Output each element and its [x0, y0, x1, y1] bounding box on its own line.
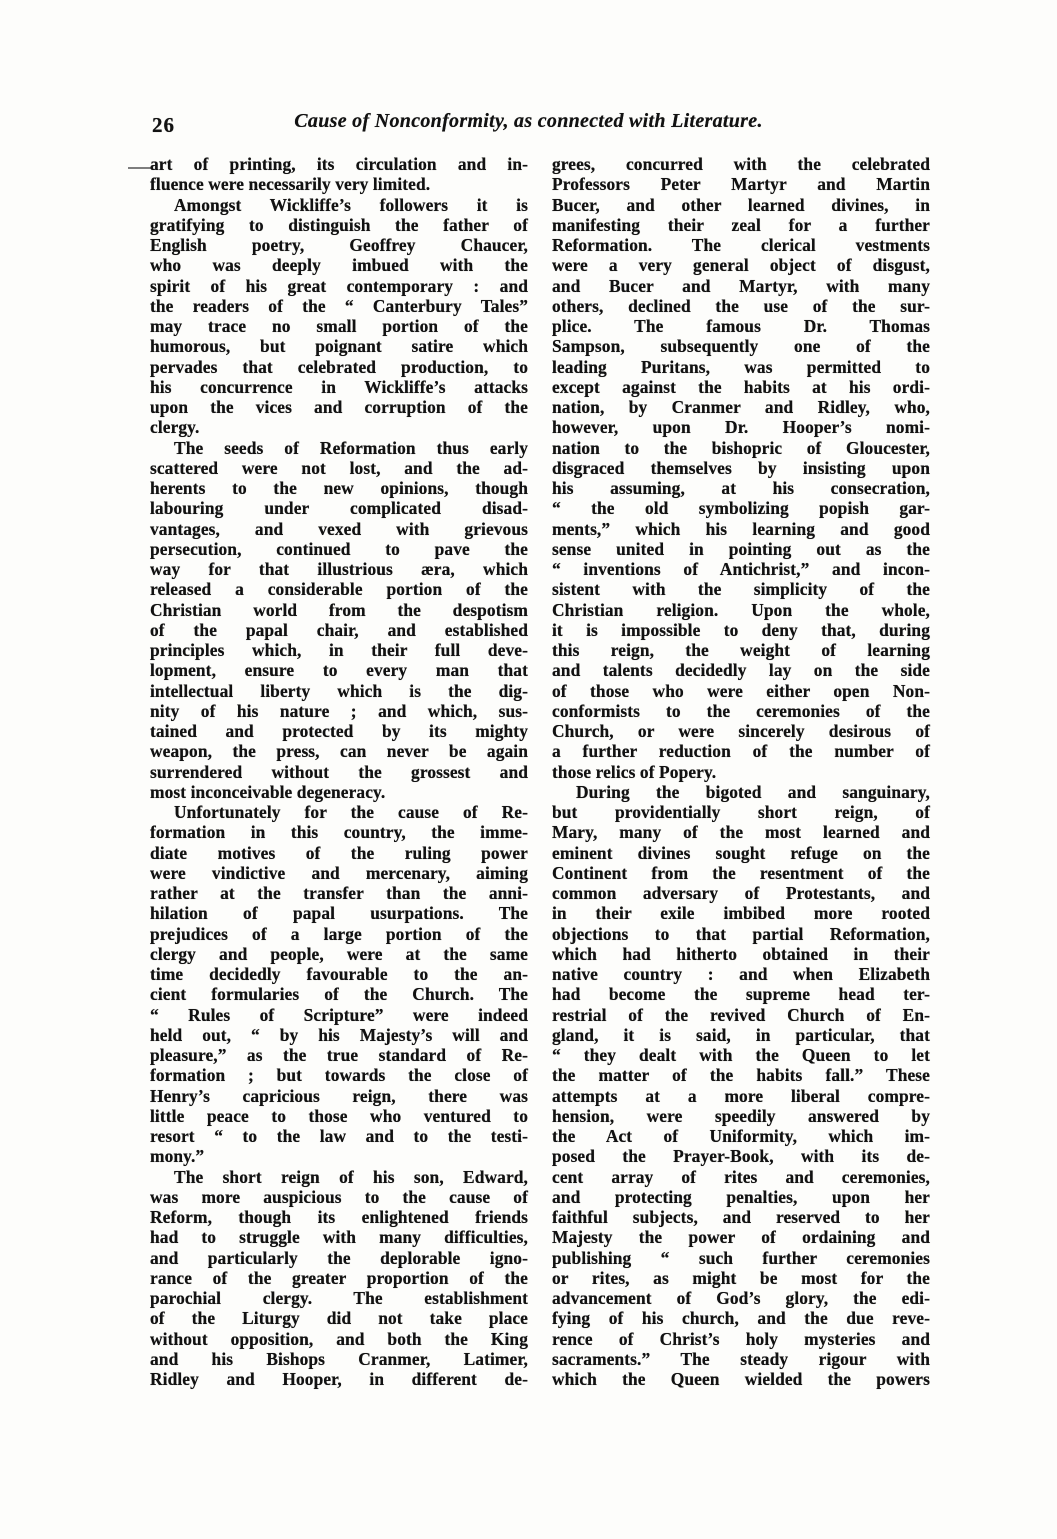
text-line: nation to the bishopric of Gloucester,: [552, 437, 930, 458]
text-columns: [150, 154, 930, 1389]
text-line: lopment, ensure to every man that: [150, 660, 528, 681]
text-line: and particularly the deplorable igno-: [150, 1247, 528, 1268]
text-line: except against the habits at his ordi-: [552, 376, 930, 397]
text-line: hilation of papal usurpations. The: [150, 903, 528, 924]
text-line: attempts at a more liberal compre-: [552, 1085, 930, 1106]
text-line: Reformation. The clerical vestments: [552, 235, 930, 255]
text-line: Continent from the resentment of the: [552, 862, 930, 883]
text-line: it is impossible to deny that, during: [552, 619, 930, 640]
text-line: weapon, the press, can never be again: [150, 741, 528, 762]
text-line: “ Rules of Scripture” were indeed: [150, 1004, 528, 1025]
text-line: Professors Peter Martyr and Martin: [552, 174, 930, 195]
text-line: formation in this country, the imme-: [150, 822, 528, 843]
text-line: was more auspicious to the cause of: [150, 1186, 528, 1207]
text-line: The short reign of his son, Edward,: [174, 1166, 528, 1187]
text-line: pleasure,” as the true standard of Re-: [150, 1045, 528, 1065]
text-line: Christian religion. Upon the whole,: [552, 599, 930, 620]
text-line: publishing “ such further ceremonies: [552, 1247, 930, 1268]
text-line: common adversary of Protestants, and: [552, 883, 930, 903]
text-line: formation ; but towards the close of: [150, 1065, 528, 1086]
text-line: cent array of rites and ceremonies,: [552, 1166, 930, 1187]
text-line: this reign, the weight of learning: [552, 640, 930, 660]
text-line: rance of the greater proportion of the: [150, 1267, 528, 1288]
text-line: his concurrence in Wickliffe’s attacks: [150, 376, 528, 397]
text-line: however, upon Dr. Hooper’s nomi-: [552, 417, 930, 438]
text-line: vantages, and vexed with grievous: [150, 518, 528, 539]
text-line: little peace to those who ventured to: [150, 1105, 528, 1126]
text-line: may trace no small portion of the: [150, 316, 528, 336]
text-line: Ridley and Hooper, in different de-: [150, 1369, 528, 1389]
text-line: conformists to the ceremonies of the: [552, 700, 930, 721]
text-line: Church, or were sincerely desirous of: [552, 721, 930, 741]
text-line: and his Bishops Cranmer, Latimer,: [150, 1348, 528, 1369]
text-line: those relics of Popery.: [552, 761, 717, 782]
text-line: nity of his nature ; and which, sus-: [150, 700, 528, 721]
right-column: [552, 154, 930, 1389]
text-line: rence of Christ’s holy mysteries and: [552, 1328, 930, 1349]
text-line: were a very general object of disgust,: [552, 255, 930, 276]
text-line: objections to that partial Reformation,: [552, 923, 930, 944]
text-line: plice. The famous Dr. Thomas: [552, 316, 930, 336]
text-line: way for that illustrious æra, which: [150, 559, 528, 579]
text-line: posed the Prayer-Book, with its de-: [552, 1146, 930, 1167]
text-line: surrendered without the grossest and: [150, 761, 528, 782]
text-line: Amongst Wickliffe’s followers it is: [174, 194, 528, 215]
text-line: native country : and when Elizabeth: [552, 964, 930, 984]
text-line: others, declined the use of the sur-: [552, 295, 930, 316]
text-line: leading Puritans, was permitted to: [552, 356, 930, 377]
text-line: and Bucer and Martyr, with many: [552, 275, 930, 296]
text-line: Reform, though its enlightened friends: [150, 1207, 528, 1227]
text-line: “ inventions of Antichrist,” and incon-: [552, 559, 930, 579]
text-line: who was deeply imbued with the: [150, 255, 528, 276]
text-line: sacraments.” The steady rigour with: [552, 1348, 930, 1369]
text-line: tained and protected by its mighty: [150, 721, 528, 741]
text-line: had to struggle with many difficulties,: [150, 1227, 528, 1248]
text-line: the matter of the habits fall.” These: [552, 1065, 930, 1086]
text-line: “ the old symbolizing popish gar-: [552, 498, 930, 519]
text-line: parochial clergy. The establishment: [150, 1288, 528, 1308]
text-line: Mary, many of the most learned and: [552, 822, 930, 843]
text-line: The seeds of Reformation thus early: [174, 437, 528, 458]
text-line: of the Liturgy did not take place: [150, 1308, 528, 1329]
text-line: “ they dealt with the Queen to let: [552, 1045, 930, 1065]
left-column: [150, 154, 528, 1389]
text-line: without opposition, and both the King: [150, 1328, 528, 1349]
text-line: restrial of the revived Church of En-: [552, 1004, 930, 1025]
text-line: scattered were not lost, and the ad-: [150, 457, 528, 478]
text-line: nation, by Cranmer and Ridley, who,: [552, 397, 930, 417]
text-line: gland, it is said, in particular, that: [552, 1024, 930, 1045]
text-line: were vindictive and mercenary, aiming: [150, 862, 528, 883]
text-line: prejudices of a large portion of the: [150, 923, 528, 944]
text-line: of the papal chair, and established: [150, 619, 528, 640]
text-line: advancement of God’s glory, the edi-: [552, 1288, 930, 1308]
text-line: Bucer, and other learned divines, in: [552, 194, 930, 215]
text-line: of those who were either open Non-: [552, 680, 930, 701]
text-line: principles which, in their full deve-: [150, 640, 528, 660]
text-line: ments,” which his learning and good: [552, 518, 930, 539]
text-line: faithful subjects, and reserved to her: [552, 1207, 930, 1227]
text-line: spirit of his great contemporary : and: [150, 275, 528, 296]
text-line: persecution, continued to pave the: [150, 538, 528, 559]
text-line: and talents decidedly lay on the side: [552, 660, 930, 681]
page-header: [0, 110, 1057, 142]
text-line: pervades that celebrated production, to: [150, 356, 528, 377]
text-line: gratifying to distinguish the father of: [150, 214, 528, 235]
text-line: held out, “ by his Majesty’s will and: [150, 1024, 528, 1045]
page-number: 26: [152, 113, 175, 137]
text-line: herents to the new opinions, though: [150, 478, 528, 498]
text-line: most inconceivable degeneracy.: [150, 781, 386, 802]
text-line: a further reduction of the number of: [552, 741, 930, 762]
text-line: in their exile imbibed more rooted: [552, 903, 930, 924]
text-line: which the Queen wielded the powers: [552, 1369, 930, 1389]
text-line: fluence were necessarily very limited.: [150, 174, 431, 195]
text-line: his assuming, at his consecration,: [552, 478, 930, 498]
text-line: humorous, but poignant satire which: [150, 336, 528, 357]
text-line: resort “ to the law and to the testi-: [150, 1126, 528, 1146]
text-line: labouring under complicated disad-: [150, 498, 528, 519]
scan-artifact-mark: [128, 167, 152, 169]
text-line: Majesty the power of ordaining and: [552, 1227, 930, 1248]
text-line: fying of his church, and the due reve-: [552, 1308, 930, 1329]
page-title: Cause of Nonconformity, as connected with Literature.: [294, 110, 763, 132]
text-line: art of printing, its circulation and in-: [150, 154, 528, 174]
text-line: rather at the transfer than the anni-: [150, 883, 528, 903]
text-line: time decidedly favourable to the an-: [150, 964, 528, 984]
text-line: which had hitherto obtained in their: [552, 943, 930, 964]
text-line: eminent divines sought refuge on the: [552, 842, 930, 863]
text-line: manifesting their zeal for a further: [552, 214, 930, 235]
text-line: diate motives of the ruling power: [150, 842, 528, 863]
text-line: sense united in pointing out as the: [552, 538, 930, 559]
text-line: English poetry, Geoffrey Chaucer,: [150, 235, 528, 255]
text-line: Sampson, subsequently one of the: [552, 336, 930, 357]
text-line: grees, concurred with the celebrated: [552, 154, 930, 174]
text-line: During the bigoted and sanguinary,: [576, 781, 930, 802]
text-line: disgraced themselves by insisting upon: [552, 457, 930, 478]
text-line: Christian world from the despotism: [150, 599, 528, 620]
text-line: released a considerable portion of the: [150, 579, 528, 600]
text-line: Unfortunately for the cause of Re-: [174, 802, 528, 822]
text-line: upon the vices and corruption of the: [150, 397, 528, 417]
text-line: sistent with the simplicity of the: [552, 579, 930, 600]
text-line: and protecting penalties, upon her: [552, 1186, 930, 1207]
text-line: clergy.: [150, 417, 200, 438]
text-line: the Act of Uniformity, which im-: [552, 1126, 930, 1146]
text-line: cient formularies of the Church. The: [150, 984, 528, 1005]
text-line: clergy and people, were at the same: [150, 943, 528, 964]
text-line: Henry’s capricious reign, there was: [150, 1085, 528, 1106]
text-line: mony.”: [150, 1146, 205, 1167]
text-line: but providentially short reign, of: [552, 802, 930, 822]
text-line: intellectual liberty which is the dig-: [150, 680, 528, 701]
text-line: had become the supreme head ter-: [552, 984, 930, 1005]
text-line: hension, were speedily answered by: [552, 1105, 930, 1126]
text-line: or rites, as might be most for the: [552, 1267, 930, 1288]
text-line: the readers of the “ Canterbury Tales”: [150, 295, 528, 316]
